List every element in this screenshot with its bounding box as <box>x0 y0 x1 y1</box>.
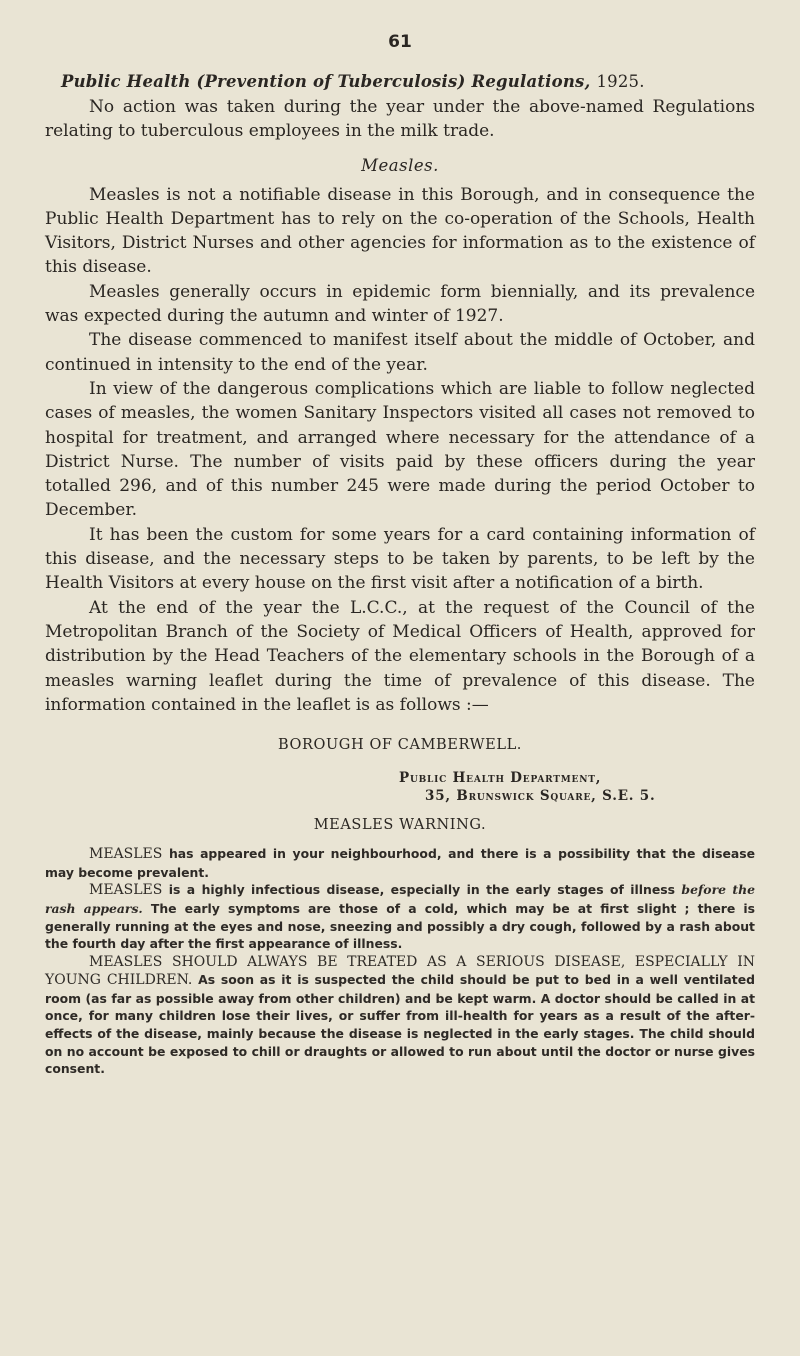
leaflet-p3-lead: MEASLES SHOULD ALWAYS BE TREATED AS A SERIOUS DISEASE, ESPECIALLY IN YOUNG CHILDREN. <box>45 953 755 989</box>
leaflet-p2-text-a: is a highly infectious disease, especially in the early stages of illness <box>162 882 682 898</box>
measles-paragraph-2: Measles generally occurs in epidemic form biennially, and its prevalence was expected during the autumn and winter of 1927. <box>45 281 755 327</box>
leaflet-p1-lead: MEASLES <box>89 846 163 863</box>
leaflet-paragraph-1 <box>45 845 755 881</box>
leaflet-address: 35, Brunswick Square, S.E. 5. <box>425 788 656 805</box>
leaflet-p2-lead: MEASLES <box>89 882 163 899</box>
leaflet-p2-text-b: The early symptoms are those of a cold, which may be at first slight ; there is generally running at the eyes and nose, sneezing and possibly a dry cough, followed by a rash about the fourth day after the first appearance of illness. <box>45 900 755 952</box>
tb-regulations-heading <box>61 72 755 91</box>
measles-paragraph-5: It has been the custom for some years for a card containing information of this disease, and the necessary steps to be taken by parents, to be left by the Health Visitors at every house on the first visit after a notification of a birth. <box>45 524 755 594</box>
page-number: 61 <box>388 32 412 52</box>
tb-regulations-year: 1925. <box>596 72 645 91</box>
leaflet-address-block <box>399 769 755 805</box>
tb-regulations-title: Public Health (Prevention of Tuberculosis) Regulations, <box>61 72 591 91</box>
leaflet-p2-italic: before the rash appears. <box>45 882 755 916</box>
tb-regulations-paragraph: No action was taken during the year under the above-named Regulations relating to tuberculous employees in the milk trade. <box>45 97 755 142</box>
leaflet-paragraph-3 <box>45 953 755 1078</box>
leaflet-p1-text: has appeared in your neighbourhood, and there is a possibility that the disease may become prevalent. <box>45 846 755 880</box>
measles-paragraph-6: At the end of the year the L.C.C., at the request of the Council of the Metropolitan Branch of the Society of Medical Officers of Health, approved for distribution by the Head Teachers of the elementary schools in the Borough of a measles warning leaflet during the time of prevalence of this disease. The information contained in the leaflet is as follows :— <box>45 597 755 715</box>
leaflet-warning-title: MEASLES WARNING. <box>313 817 487 834</box>
document-page <box>45 32 755 1078</box>
measles-paragraph-4: In view of the dangerous complications which are liable to follow neglected cases of measles, the women Sanitary Inspectors visited all cases not removed to hospital for treatment, and arranged where necessary for the attendance of a District Nurse. The number of visits paid by these officers during the year totalled 296, and of this number 245 were made during the period October to December. <box>45 378 755 521</box>
measles-paragraph-1: Measles is not a notifiable disease in this Borough, and in consequence the Public Health Department has to rely on the co-operation of the Schools, Health Visitors, District Nurses and other agencies for information as to the existence of this disease. <box>45 184 755 278</box>
leaflet-borough: BOROUGH OF CAMBERWELL. <box>277 737 523 754</box>
measles-paragraph-3: The disease commenced to manifest itself about the middle of October, and continued in intensity to the end of the year. <box>45 330 755 375</box>
leaflet-paragraph-2 <box>45 881 755 952</box>
measles-heading: Measles. <box>361 155 439 175</box>
leaflet-p3-text: As soon as it is suspected the child should be put to bed in a well ventilated room (as far as possible away from other children) and be kept warm. A doctor should be called in at once, for many children lose their lives, or suffer from ill-health for years as a result of the after-effects of the disease, mainly because the disease is neglected in the early stages. The child should on no account be exposed to chill or draughts or allowed to run about until the doctor or nurse gives consent. <box>45 972 755 1077</box>
leaflet-department: Public Health Department, <box>399 770 602 787</box>
